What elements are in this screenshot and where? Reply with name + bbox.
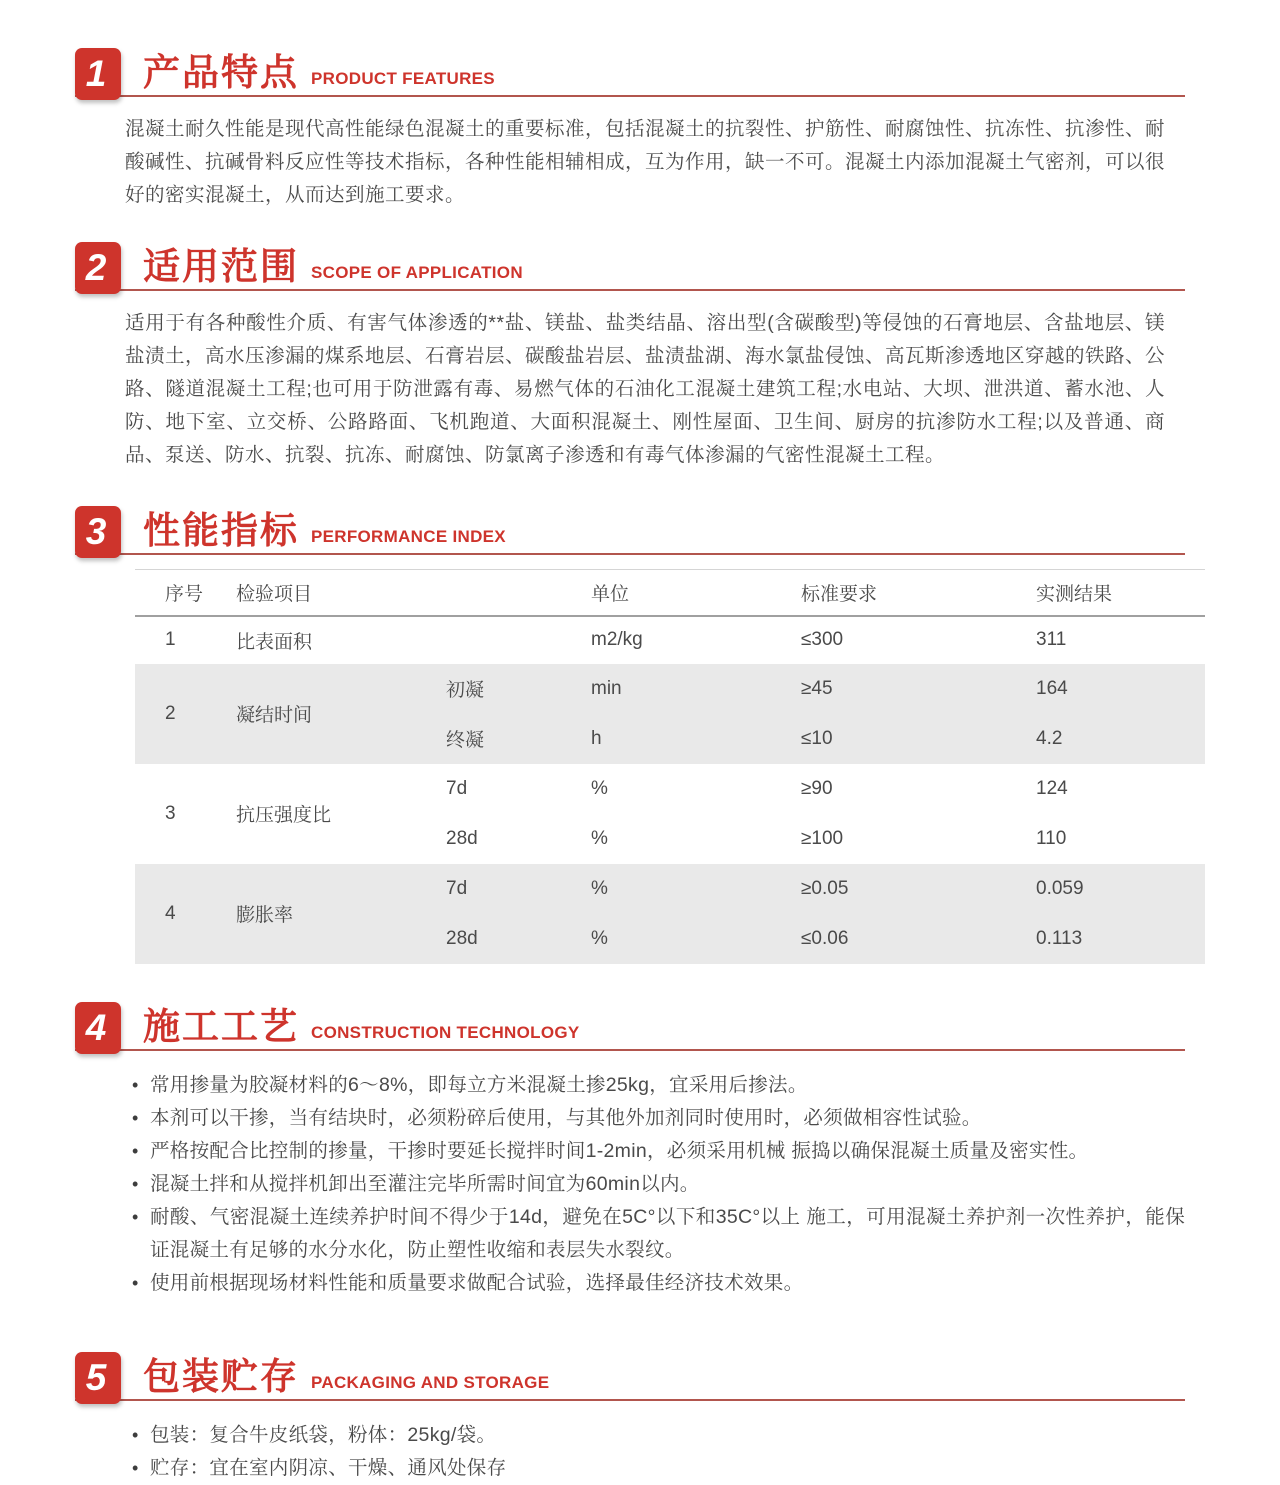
scope-paragraph: 适用于有各种酸性介质、有害气体渗透的**盐、镁盐、盐类结晶、溶出型(含碳酸型)等侵蚀的石膏地层、含盐地层、镁盐渍土，高水压渗漏的煤系地层、石膏岩层、碳酸盐岩层、盐渍盐湖、海水氯盐侵蚀、高瓦斯渗透地区穿越的铁路、公路、隧道混凝土工程;也可用于防泄露有毒、易燃气体的石油化工混凝土建筑工程;水电站、大坝、泄洪道、蓄水池、人防、地下室、立交桥、公路路面、飞机跑道、大面积混凝土、刚性屋面、卫生间、厨房的抗渗防水工程;以及普通、商品、泵送、防水、抗裂、抗冻、耐腐蚀、防氯离子渗透和有毒气体渗漏的气密性混凝土工程。 xyxy=(125,312,1166,466)
col-header-standard: 标准要求 xyxy=(801,583,878,605)
section-5-number-badge xyxy=(75,1352,121,1404)
section-number: 5 xyxy=(85,1356,107,1398)
section-2-subtitle: SCOPE OF APPLICATION xyxy=(311,263,523,282)
section-2-number-badge xyxy=(75,242,121,294)
table-row xyxy=(135,864,1205,914)
cell-unit: % xyxy=(591,877,608,899)
cell-unit: % xyxy=(591,777,608,799)
section-4-number-badge xyxy=(75,1002,121,1054)
table-header-row xyxy=(135,570,1205,616)
section-1-header xyxy=(75,48,1185,97)
performance-table xyxy=(135,569,1205,964)
cell-standard: ≤0.06 xyxy=(801,927,849,949)
construction-step: • 本剂可以干掺，当有结块时，必须粉碎后使用，与其他外加剂同时使用时，必须做相容性试验。 xyxy=(130,1102,1185,1135)
section-number: 3 xyxy=(85,511,107,552)
col-header-item: 检验项目 xyxy=(236,583,313,605)
section-4-subtitle: CONSTRUCTION TECHNOLOGY xyxy=(311,1022,580,1042)
table-row xyxy=(135,664,1205,714)
col-header-result: 实测结果 xyxy=(1036,583,1113,605)
cell-subitem xyxy=(440,616,585,664)
section-1-subtitle: PRODUCT FEATURES xyxy=(311,69,495,88)
cell-result: 164 xyxy=(1036,677,1068,699)
section-number: 2 xyxy=(85,247,107,288)
section-2-header xyxy=(75,242,1185,291)
section-3-subtitle: PERFORMANCE INDEX xyxy=(311,527,506,546)
section-4-header xyxy=(75,1002,1185,1051)
cell-standard: ≥0.05 xyxy=(801,877,849,899)
cell-no: 2 xyxy=(165,702,176,724)
construction-step: • 混凝土拌和从搅拌机卸出至灌注完毕所需时间宜为60min以内。 xyxy=(130,1168,1185,1201)
cell-subitem: 初凝 xyxy=(446,680,485,701)
section-performance-index xyxy=(75,506,1185,964)
section-1-number-badge xyxy=(75,48,121,100)
cell-subitem: 28d xyxy=(446,827,478,849)
section-2-title: 适用范围 xyxy=(143,246,299,287)
cell-subitem: 7d xyxy=(446,777,468,799)
section-5-subtitle: PACKAGING AND STORAGE xyxy=(311,1372,550,1392)
product-features-paragraph: 混凝土耐久性能是现代高性能绿色混凝土的重要标准，包括混凝土的抗裂性、护筋性、耐腐蚀性、抗冻性、抗渗性、耐酸碱性、抗碱骨料反应性等技术指标，各种性能相辅相成，互为作用，缺一不可。混凝土内添加混凝土气密剂，可以很好的密实混凝土，从而达到施工要求。 xyxy=(125,118,1166,206)
section-3-number-badge xyxy=(75,506,121,558)
section-5-header xyxy=(75,1352,1185,1401)
section-3-header xyxy=(75,506,1185,555)
section-number: 4 xyxy=(85,1006,107,1048)
cell-unit: h xyxy=(591,727,602,749)
cell-result: 124 xyxy=(1036,777,1068,799)
construction-step: • 使用前根据现场材料性能和质量要求做配合试验，选择最佳经济技术效果。 xyxy=(130,1267,1185,1300)
cell-no: 3 xyxy=(165,802,176,824)
cell-standard: ≥100 xyxy=(801,827,844,849)
cell-unit: % xyxy=(591,827,608,849)
cell-standard: ≥45 xyxy=(801,677,833,699)
construction-step: • 严格按配合比控制的掺量，干掺时要延长搅拌时间1-2min，必须采用机械 振捣以确保混凝土质量及密实性。 xyxy=(130,1135,1185,1168)
section-4-title: 施工工艺 xyxy=(143,1005,299,1047)
cell-no: 4 xyxy=(165,902,176,924)
section-construction-technology xyxy=(75,1002,1185,1300)
cell-subitem: 7d xyxy=(446,877,468,899)
section-product-features xyxy=(75,48,1185,212)
cell-item: 膨胀率 xyxy=(236,905,294,926)
cell-no: 1 xyxy=(165,629,176,650)
col-header-index: 序号 xyxy=(165,583,204,605)
cell-item: 比表面积 xyxy=(236,631,313,653)
section-3-title: 性能指标 xyxy=(143,510,299,551)
packaging-item: • 包装：复合牛皮纸袋，粉体：25kg/袋。 xyxy=(130,1419,1185,1452)
cell-standard: ≤10 xyxy=(801,727,833,749)
section-number: 1 xyxy=(85,53,107,94)
cell-item: 抗压强度比 xyxy=(236,805,332,826)
cell-result: 4.2 xyxy=(1036,727,1063,749)
construction-step: • 常用掺量为胶凝材料的6～8%，即每立方米混凝土掺25kg，宜采用后掺法。 xyxy=(130,1069,1185,1102)
cell-subitem: 终凝 xyxy=(446,730,485,751)
section-packaging-and-storage xyxy=(75,1352,1185,1485)
cell-result: 311 xyxy=(1036,629,1067,650)
col-header-subitem xyxy=(440,570,585,616)
section-scope-of-application xyxy=(75,242,1185,472)
construction-step: • 耐酸、气密混凝土连续养护时间不得少于14d，避免在5C°以下和35C°以上 施工，可用混凝土养护剂一次性养护，能保证混凝土有足够的水分水化，防止塑性收缩和表层失水裂纹。 xyxy=(130,1201,1185,1267)
col-header-unit: 单位 xyxy=(591,583,630,605)
cell-unit: % xyxy=(591,927,608,949)
cell-unit: min xyxy=(591,677,622,699)
cell-subitem: 28d xyxy=(446,927,478,949)
cell-result: 110 xyxy=(1036,827,1067,849)
construction-steps-list xyxy=(130,1069,1185,1300)
cell-standard: ≤300 xyxy=(801,629,844,650)
table-row xyxy=(135,764,1205,814)
section-5-title: 包装贮存 xyxy=(143,1355,299,1397)
cell-result: 0.113 xyxy=(1036,927,1083,949)
table-row xyxy=(135,616,1205,664)
packaging-item: • 贮存：宜在室内阴凉、干燥、通风处保存 xyxy=(130,1452,1185,1485)
section-1-title: 产品特点 xyxy=(143,52,299,93)
cell-item: 凝结时间 xyxy=(236,705,313,726)
packaging-list xyxy=(130,1419,1185,1485)
cell-result: 0.059 xyxy=(1036,877,1084,899)
cell-standard: ≥90 xyxy=(801,777,833,799)
cell-unit: m2/kg xyxy=(591,629,643,650)
